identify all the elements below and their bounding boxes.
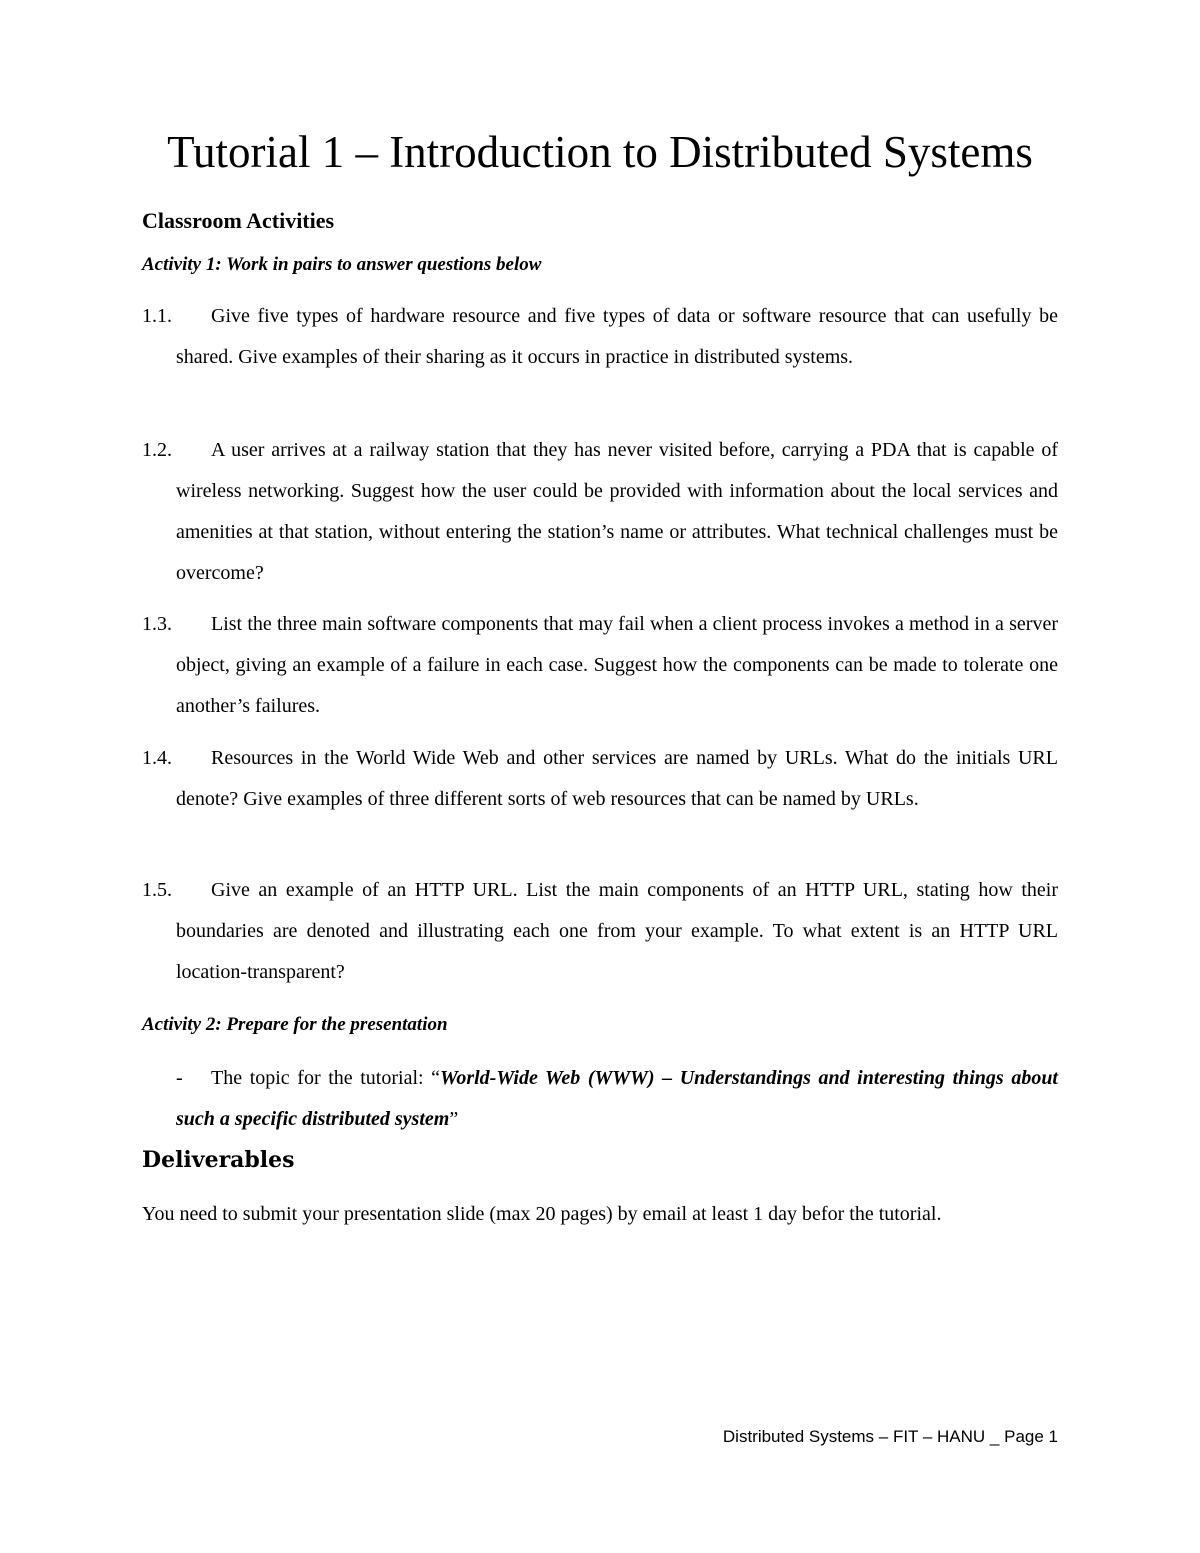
question-1-2	[142, 430, 1058, 594]
question-text: Resources in the World Wide Web and other services are named by URLs. What do the initials URL denote? Give examples of three different sorts of web resources that can be named by URLs.	[176, 747, 1058, 810]
question-number: 1.3.	[142, 613, 172, 635]
activity-1-heading: Activity 1: Work in pairs to answer questions below	[142, 254, 542, 275]
question-text: List the three main software components that may fail when a client process invokes a method in a server object, giving an example of a failure in each case. Suggest how the components can be made to tolerate one another’s failures.	[176, 613, 1058, 717]
activity-2-heading: Activity 2: Prepare for the presentation	[142, 1014, 448, 1035]
deliverables-text: You need to submit your presentation slide (max 20 pages) by email at least 1 day befor the tutorial.	[142, 1203, 942, 1225]
question-text: Give five types of hardware resource and five types of data or software resource that can usefully be shared. Give examples of their sharing as it occurs in practice in distributed systems.	[176, 305, 1058, 368]
question-1-5	[142, 870, 1058, 993]
topic-suffix: ”	[449, 1108, 459, 1130]
presentation-topic-bullet	[142, 1058, 1058, 1140]
question-number: 1.4.	[142, 747, 172, 769]
question-1-3	[142, 604, 1058, 727]
question-number: 1.2.	[142, 439, 172, 461]
question-1-1	[142, 296, 1058, 378]
question-text: Give an example of an HTTP URL. List the main components of an HTTP URL, stating how their boundaries are denoted and illustrating each one from your example. To what extent is an HTTP URL location-transparent?	[176, 879, 1058, 983]
bullet-marker: -	[176, 1067, 183, 1089]
question-1-4	[142, 738, 1058, 820]
page-footer: Distributed Systems – FIT – HANU _ Page 1	[722, 1427, 1058, 1446]
topic-title: World-Wide Web (WWW) – Understandings and interesting things about such a specific distributed system	[176, 1067, 1058, 1130]
question-text: A user arrives at a railway station that they has never visited before, carrying a PDA that is capable of wireless networking. Suggest how the user could be provided with information about the local services and amenities at that station, without entering the station’s name or attributes. What technical challenges must be overcome?	[176, 439, 1058, 584]
deliverables-heading: Deliverables	[142, 1147, 295, 1173]
question-number: 1.5.	[142, 879, 172, 901]
bullet-text	[176, 1058, 1058, 1140]
question-number: 1.1.	[142, 305, 172, 327]
page-title: Tutorial 1 – Introduction to Distributed Systems	[167, 127, 1033, 177]
topic-prefix: The topic for the tutorial: “	[211, 1067, 441, 1089]
classroom-activities-heading: Classroom Activities	[142, 208, 335, 233]
